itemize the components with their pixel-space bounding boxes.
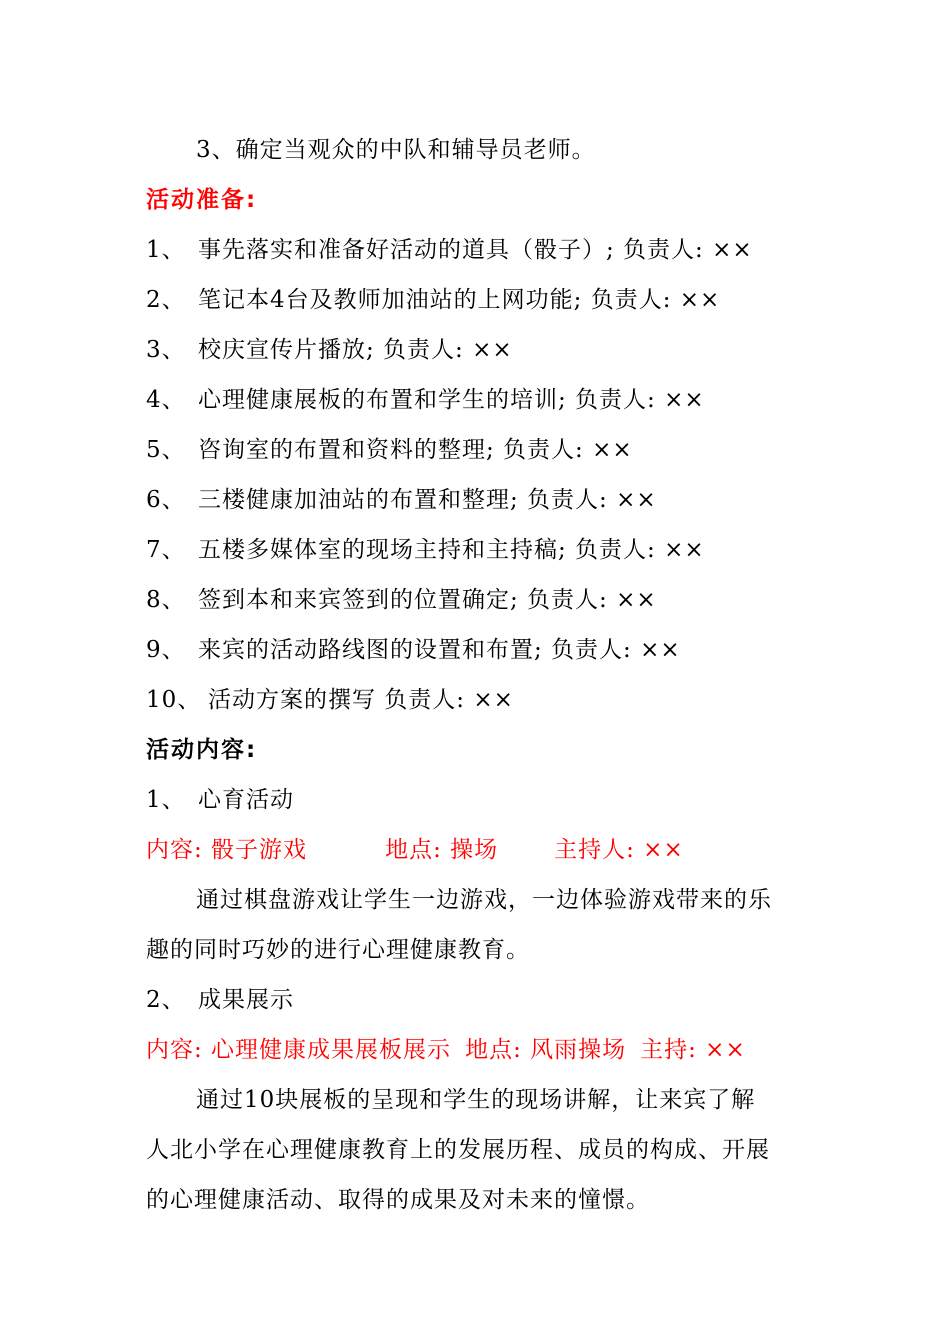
prep-item-text: 活动方案的撰写 负责人: ××	[208, 687, 514, 713]
activity-title: 心育活动	[198, 787, 294, 813]
activity-content: 内容: 心理健康成果展板展示	[146, 1037, 452, 1063]
activity-1-desc-line-1: 通过棋盘游戏让学生一边游戏，一边体验游戏带来的乐	[196, 887, 772, 913]
activity-place: 地点: 操场	[385, 837, 499, 863]
prep-item-text: 咨询室的布置和资料的整理; 负责人: ××	[198, 437, 633, 463]
prep-item-10	[146, 685, 514, 715]
activity-host: 主持: ××	[640, 1037, 746, 1063]
prep-item-9	[146, 635, 681, 665]
prep-item-number: 2、	[146, 287, 186, 313]
activity-2-desc-line-1: 通过10块展板的呈现和学生的现场讲解，让来宾了解	[196, 1087, 756, 1113]
prep-item-1	[146, 235, 753, 265]
prep-item-number: 5、	[146, 437, 186, 463]
prep-item-text: 来宾的活动路线图的设置和布置; 负责人: ××	[198, 637, 681, 663]
prep-item-8	[146, 585, 657, 615]
prep-item-number: 1、	[146, 237, 186, 263]
activity-1-meta	[146, 835, 684, 865]
activity-number: 2、	[146, 987, 186, 1013]
prep-item-number: 10、	[146, 687, 202, 713]
prep-item-7	[146, 535, 705, 565]
prep-item-4	[146, 385, 705, 415]
prep-item-number: 7、	[146, 537, 186, 563]
activity-1-title-line	[146, 785, 294, 815]
activity-host: 主持人: ××	[554, 837, 684, 863]
activity-2-desc-line-2: 人北小学在心理健康教育上的发展历程、成员的构成、开展	[146, 1137, 770, 1163]
prep-item-3	[146, 335, 513, 365]
prep-item-number: 3、	[146, 337, 186, 363]
prep-item-text: 五楼多媒体室的现场主持和主持稿; 负责人: ××	[198, 537, 705, 563]
prep-item-text: 心理健康展板的布置和学生的培训; 负责人: ××	[198, 387, 705, 413]
prep-item-2	[146, 285, 720, 315]
prep-item-text: 签到本和来宾签到的位置确定; 负责人: ××	[198, 587, 657, 613]
prep-item-number: 9、	[146, 637, 186, 663]
activity-2-meta	[146, 1035, 746, 1065]
activity-1-desc-line-2: 趣的同时巧妙的进行心理健康教育。	[146, 937, 530, 963]
activity-title: 成果展示	[198, 987, 294, 1013]
prep-item-text: 事先落实和准备好活动的道具（骰子）; 负责人: ××	[198, 237, 753, 263]
prep-item-text: 三楼健康加油站的布置和整理; 负责人: ××	[198, 487, 657, 513]
intro-line: 3、确定当观众的中队和辅导员老师。	[196, 137, 596, 163]
activity-2-desc-line-3: 的心理健康活动、取得的成果及对未来的憧憬。	[146, 1187, 650, 1213]
prep-item-5	[146, 435, 633, 465]
prep-item-number: 8、	[146, 587, 186, 613]
activity-number: 1、	[146, 787, 186, 813]
activity-place: 地点: 风雨操场	[465, 1037, 627, 1063]
prep-item-text: 笔记本4台及教师加油站的上网功能; 负责人: ××	[198, 287, 721, 313]
prep-item-6	[146, 485, 657, 515]
activity-content: 内容: 骰子游戏	[146, 837, 308, 863]
activity-2-title-line	[146, 985, 294, 1015]
prep-item-text: 校庆宣传片播放; 负责人: ××	[198, 337, 513, 363]
prep-item-number: 6、	[146, 487, 186, 513]
prep-heading: 活动准备:	[146, 187, 258, 213]
prep-item-number: 4、	[146, 387, 186, 413]
content-heading: 活动内容:	[146, 737, 258, 763]
